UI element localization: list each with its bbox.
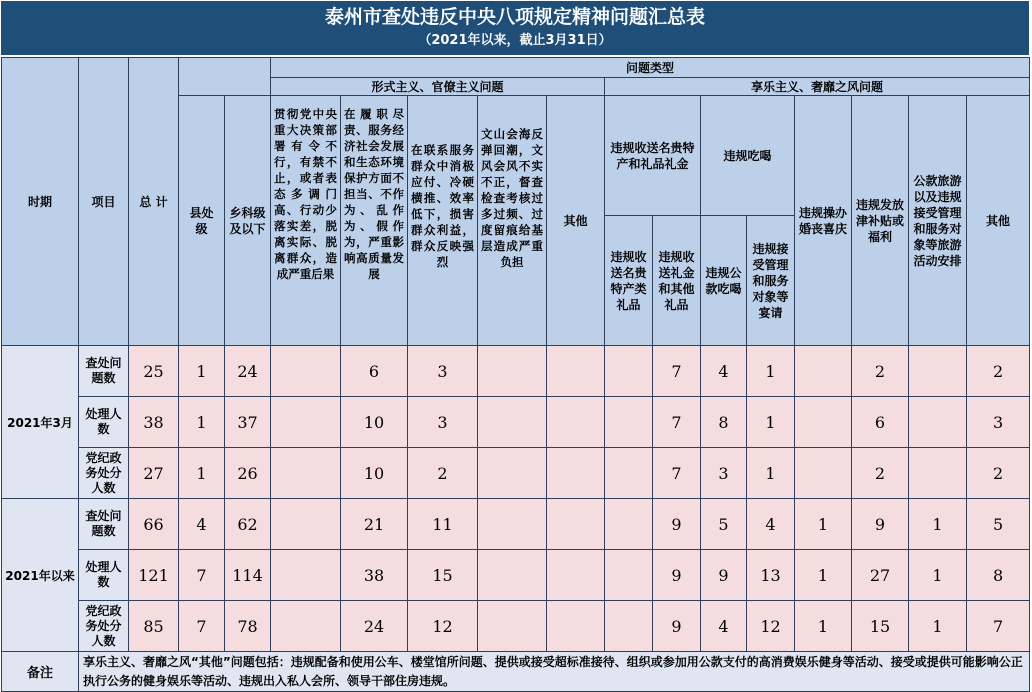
header-gift-b	[653, 216, 701, 346]
cell-wedding	[795, 346, 852, 397]
table-subtitle: （2021年以来，截止3月31日）	[418, 33, 612, 48]
cell-f1	[271, 499, 341, 550]
cell-gift-b: 7	[653, 448, 701, 499]
header-eat-a-label: 违规公款吃喝	[705, 265, 742, 296]
cell-section: 26	[225, 448, 271, 499]
cell-subsidy: 27	[852, 550, 909, 601]
header-total: 总 计	[129, 58, 179, 346]
cell-county: 1	[179, 397, 225, 448]
summary-table	[1, 57, 1030, 692]
cell-f3: 11	[408, 499, 478, 550]
cell-f4	[478, 601, 547, 652]
cell-gift-a	[605, 346, 653, 397]
cell-eat-a: 3	[701, 448, 747, 499]
row-label	[79, 601, 129, 652]
cell-total: 121	[129, 550, 179, 601]
cell-gift-b: 9	[653, 499, 701, 550]
cell-eat-a: 4	[701, 601, 747, 652]
header-formalism-4-label: 文山会海反弹回潮，文风会风不实不正，督查检查考核过多过频、过度留痕给基层造成严重负担	[481, 127, 543, 269]
cell-total: 25	[129, 346, 179, 397]
row-label	[79, 499, 129, 550]
header-gift-a-label: 违规收送名贵特产类礼品	[610, 249, 647, 312]
cell-eat-a: 9	[701, 550, 747, 601]
cell-subsidy: 2	[852, 346, 909, 397]
cell-county: 1	[179, 448, 225, 499]
header-wedding	[795, 96, 852, 346]
row-label	[79, 550, 129, 601]
header-section-level	[225, 96, 271, 346]
cell-subsidy: 15	[852, 601, 909, 652]
header-formalism-1-label: 贯彻党中央重大决策部署有令不行，有禁不止，或者表态多调门高、行动少落实差，脱离实际、脱离群众，造成严重后果	[274, 107, 337, 281]
cell-wedding: 1	[795, 550, 852, 601]
cell-travel: 1	[909, 601, 967, 652]
cell-eat-a: 4	[701, 346, 747, 397]
cell-gift-a	[605, 499, 653, 550]
cell-section: 24	[225, 346, 271, 397]
cell-travel: 1	[909, 499, 967, 550]
cell-f4	[478, 550, 547, 601]
cell-f1	[271, 346, 341, 397]
cell-f5	[547, 397, 605, 448]
header-item: 项目	[79, 58, 129, 346]
cell-gift-a	[605, 397, 653, 448]
table-row	[2, 346, 1030, 397]
cell-eat-b: 4	[747, 499, 795, 550]
header-wedding-label: 违规操办婚丧喜庆	[799, 205, 848, 236]
cell-other: 7	[967, 601, 1030, 652]
cell-eat-b: 13	[747, 550, 795, 601]
cell-eat-b: 1	[747, 346, 795, 397]
cell-travel: 1	[909, 550, 967, 601]
cell-eat-b: 12	[747, 601, 795, 652]
cell-travel	[909, 448, 967, 499]
table-row	[2, 601, 1030, 652]
cell-other: 2	[967, 346, 1030, 397]
header-formalism-4	[478, 96, 547, 346]
cell-total: 85	[129, 601, 179, 652]
cell-county: 4	[179, 499, 225, 550]
header-section-label: 乡科级及以下	[229, 205, 266, 236]
cell-eat-b: 1	[747, 448, 795, 499]
cell-gift-b: 7	[653, 346, 701, 397]
table-row	[2, 397, 1030, 448]
period-cell: 2021年3月	[2, 346, 79, 499]
cell-f4	[478, 346, 547, 397]
header-county-label: 县处级	[189, 205, 214, 236]
row-label	[79, 346, 129, 397]
cell-travel	[909, 346, 967, 397]
cell-other: 2	[967, 448, 1030, 499]
header-formalism-2	[341, 96, 408, 346]
header-travel	[909, 96, 967, 346]
cell-f4	[478, 499, 547, 550]
header-county-level	[179, 96, 225, 346]
cell-f2: 24	[341, 601, 408, 652]
header-problem-type: 问题类型	[271, 58, 1030, 78]
header-eat-b	[747, 216, 795, 346]
header-formalism-3	[408, 96, 478, 346]
cell-other: 8	[967, 550, 1030, 601]
cell-f5	[547, 601, 605, 652]
row-label-text: 查处问题数	[85, 356, 122, 385]
row-label-text: 处理人数	[85, 560, 122, 589]
row-label-text: 党纪政务处分人数	[85, 603, 122, 648]
cell-f3: 15	[408, 550, 478, 601]
cell-f5	[547, 550, 605, 601]
header-subsidy-label: 违规发放津补贴或福利	[856, 197, 905, 244]
header-hedonism-other: 其他	[967, 96, 1030, 346]
cell-gift-a	[605, 550, 653, 601]
header-gift-b-label: 违规收送礼金和其他礼品	[658, 249, 695, 312]
cell-eat-b: 1	[747, 397, 795, 448]
header-eat-b-label: 违规接受管理和服务对象等宴请	[752, 241, 789, 320]
header-level-blank	[179, 58, 271, 96]
row-label	[79, 448, 129, 499]
cell-f2: 38	[341, 550, 408, 601]
cell-wedding: 1	[795, 499, 852, 550]
cell-gift-a	[605, 448, 653, 499]
note-text: 享乐主义、奢靡之风“其他”问题包括：违规配备和使用公车、楼堂馆所问题、提供或接受超标准接待、组织或参加用公款支付的高消费娱乐健身等活动、接受或提供可能影响公正执行公务的健身娱乐等活动、违规出入私人会所、领导干部住房违规。	[79, 652, 1030, 692]
cell-subsidy: 2	[852, 448, 909, 499]
header-gift-a	[605, 216, 653, 346]
cell-f4	[478, 448, 547, 499]
cell-section: 62	[225, 499, 271, 550]
cell-wedding	[795, 397, 852, 448]
cell-county: 7	[179, 601, 225, 652]
cell-f2: 10	[341, 397, 408, 448]
cell-total: 27	[129, 448, 179, 499]
table-row	[2, 499, 1030, 550]
cell-wedding	[795, 448, 852, 499]
header-gift	[605, 96, 701, 216]
cell-subsidy: 9	[852, 499, 909, 550]
note-label: 备注	[2, 652, 79, 692]
cell-other: 3	[967, 397, 1030, 448]
cell-subsidy: 6	[852, 397, 909, 448]
cell-f2: 6	[341, 346, 408, 397]
header-eat-a	[701, 216, 747, 346]
cell-f3: 3	[408, 397, 478, 448]
row-label-text: 查处问题数	[85, 509, 122, 538]
cell-other: 5	[967, 499, 1030, 550]
cell-county: 7	[179, 550, 225, 601]
header-formalism: 形式主义、官僚主义问题	[271, 78, 605, 96]
row-label	[79, 397, 129, 448]
cell-section: 114	[225, 550, 271, 601]
table-row	[2, 550, 1030, 601]
row-label-text: 党纪政务处分人数	[85, 450, 122, 495]
period-cell: 2021年以来	[2, 499, 79, 652]
cell-f2: 21	[341, 499, 408, 550]
cell-gift-b: 7	[653, 397, 701, 448]
cell-total: 38	[129, 397, 179, 448]
cell-gift-b: 9	[653, 550, 701, 601]
header-formalism-other: 其他	[547, 96, 605, 346]
cell-f3: 3	[408, 346, 478, 397]
header-hedonism: 享乐主义、奢靡之风问题	[605, 78, 1030, 96]
cell-eat-a: 5	[701, 499, 747, 550]
cell-section: 78	[225, 601, 271, 652]
cell-gift-a	[605, 601, 653, 652]
cell-county: 1	[179, 346, 225, 397]
table-title: 泰州市查处违反中央八项规定精神问题汇总表	[324, 6, 705, 28]
cell-wedding: 1	[795, 601, 852, 652]
header-formalism-3-label: 在联系服务群众中消极应付、冷硬横推、效率低下，损害群众利益，群众反映强烈	[411, 143, 474, 269]
cell-f1	[271, 397, 341, 448]
header-eat: 违规吃喝	[701, 96, 795, 216]
cell-gift-b: 9	[653, 601, 701, 652]
cell-f2: 10	[341, 448, 408, 499]
header-subsidy	[852, 96, 909, 346]
header-travel-label: 公款旅游以及违规接受管理和服务对象等旅游活动安排	[913, 173, 962, 268]
cell-f5	[547, 448, 605, 499]
cell-eat-a: 8	[701, 397, 747, 448]
table-row	[2, 448, 1030, 499]
header-formalism-1	[271, 96, 341, 346]
cell-total: 66	[129, 499, 179, 550]
cell-section: 37	[225, 397, 271, 448]
note-row	[2, 652, 1030, 692]
header-gift-label: 违规收送名贵特产和礼品礼金	[610, 140, 695, 171]
cell-f3: 2	[408, 448, 478, 499]
cell-f1	[271, 448, 341, 499]
row-label-text: 处理人数	[85, 407, 122, 436]
cell-f5	[547, 346, 605, 397]
header-formalism-2-label: 在履职尽责、服务经济社会发展和生态环境保护方面不担当、不作为、乱作为、假作为，严重影响高质量发展	[344, 107, 404, 281]
header-period: 时期	[2, 58, 79, 346]
cell-f3: 12	[408, 601, 478, 652]
cell-travel	[909, 397, 967, 448]
cell-f1	[271, 550, 341, 601]
cell-f5	[547, 499, 605, 550]
cell-f4	[478, 397, 547, 448]
cell-f1	[271, 601, 341, 652]
title-bar	[1, 1, 1029, 55]
